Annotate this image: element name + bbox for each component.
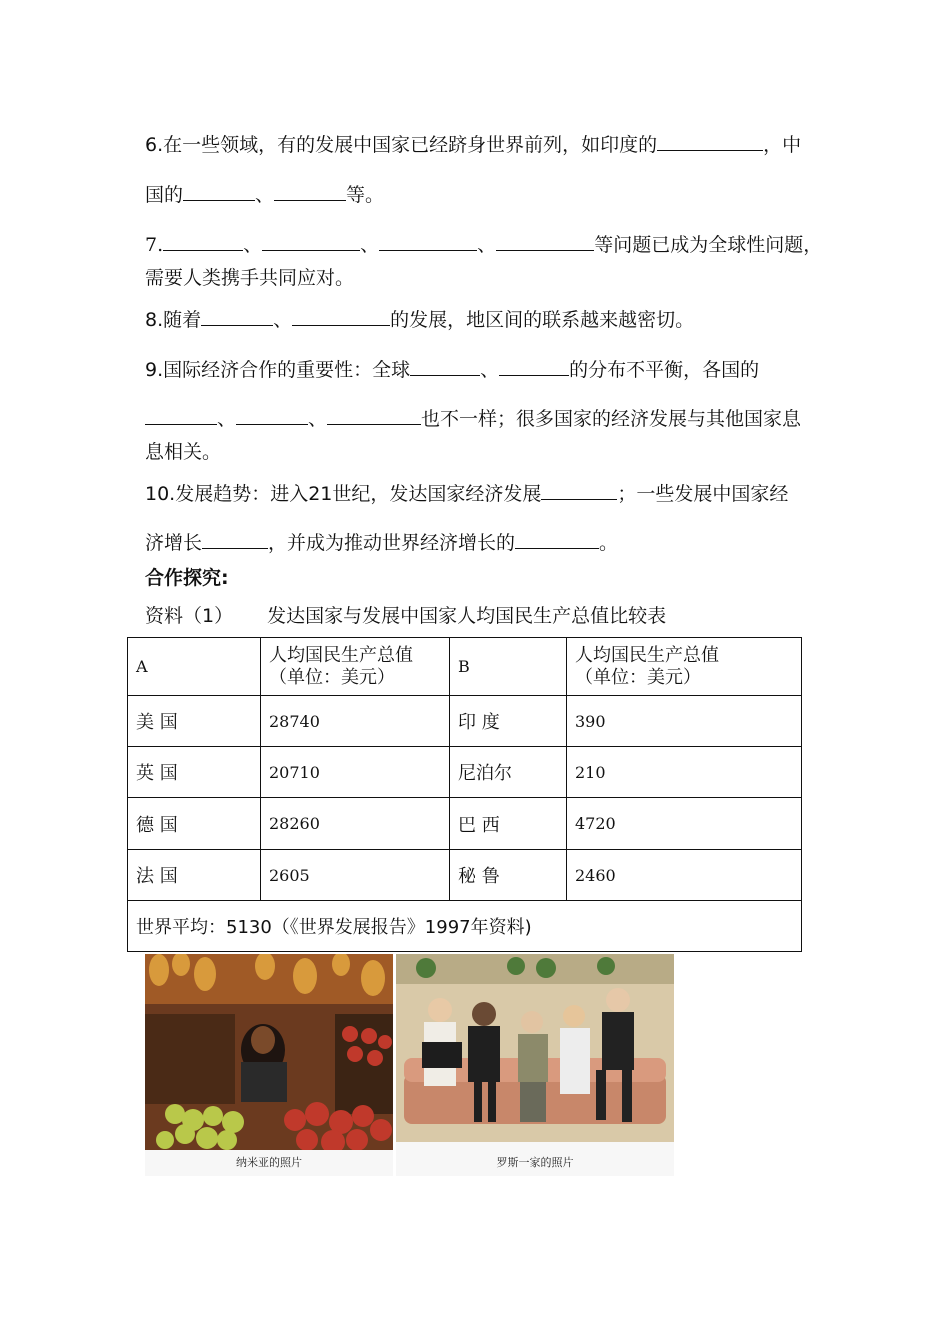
- q9-text-d: 、: [308, 408, 328, 430]
- q9-text-c: 的分布不平衡，各国的: [569, 359, 760, 381]
- photo-caption: 罗斯一家的照片: [496, 1156, 574, 1169]
- country-name: 德 国: [128, 798, 261, 850]
- table-row: [128, 798, 802, 850]
- q8-text-b: 、: [273, 309, 293, 331]
- q9-text-d: 、: [217, 408, 237, 430]
- question-7-line2: [145, 266, 354, 290]
- q9-text-f: 息相关。: [145, 441, 222, 463]
- q10-text-a: 10.发展趋势：进入21世纪，发达国家经济发展: [145, 483, 542, 505]
- q9-text-e: 也不一样；很多国家的经济发展与其他国家息: [421, 408, 802, 430]
- blank[interactable]: [163, 232, 243, 251]
- family-photo: [396, 954, 674, 1176]
- photo-caption: 纳米亚的照片: [236, 1156, 302, 1169]
- blank[interactable]: [541, 481, 617, 500]
- question-6-line2: [145, 182, 384, 207]
- blank[interactable]: [274, 182, 346, 201]
- table-footer: 世界平均：5130（《世界发展报告》1997年资料): [128, 901, 802, 952]
- value-header-line2: （单位：美元）: [269, 666, 395, 688]
- material-title: 发达国家与发展中国家人均国民生产总值比较表: [267, 605, 667, 627]
- blank[interactable]: [499, 357, 569, 376]
- blank[interactable]: [202, 530, 268, 549]
- family-illustration: [396, 954, 674, 1176]
- q6-text-e: 等。: [346, 184, 385, 206]
- material-caption: [145, 604, 666, 628]
- question-7-line1: [145, 232, 822, 257]
- question-9-line3: [145, 440, 221, 464]
- blank[interactable]: [410, 357, 480, 376]
- blank[interactable]: [145, 406, 217, 425]
- section-heading: 合作探究:: [145, 567, 229, 589]
- blank[interactable]: [657, 132, 763, 151]
- q9-text-b: 、: [480, 359, 500, 381]
- material-label: 资料（1）: [145, 605, 234, 627]
- q10-text-b: ；一些发展中国家经: [617, 483, 789, 505]
- q9-text-a: 9.国际经济合作的重要性：全球: [145, 359, 411, 381]
- q7-text-b: 等问题已成为全球性问题，: [594, 234, 823, 256]
- gnp-value: 28740: [261, 696, 450, 747]
- country-name: 秘 鲁: [450, 850, 567, 901]
- q6-text-a: 6.在一些领域，有的发展中国家已经跻身世界前列，如印度的: [145, 134, 658, 156]
- blank[interactable]: [201, 307, 273, 326]
- table-header-row: [128, 638, 802, 696]
- gnp-value: 20710: [261, 747, 450, 798]
- q10-text-c: 济增长: [145, 532, 203, 554]
- country-name: 尼泊尔: [450, 747, 567, 798]
- gnp-value: 2460: [567, 850, 802, 901]
- q7-text-c: 需要人类携手共同应对。: [145, 267, 355, 289]
- gnp-value: 2605: [261, 850, 450, 901]
- question-9-line2: [145, 406, 801, 431]
- col-b-header: B: [450, 638, 567, 696]
- col-a-header: A: [128, 638, 261, 696]
- q8-text-c: 的发展，地区间的联系越来越密切。: [390, 309, 695, 331]
- country-name: 法 国: [128, 850, 261, 901]
- gnp-comparison-table: [127, 637, 802, 952]
- q10-text-d: ，并成为推动世界经济增长的: [268, 532, 516, 554]
- value-header-line2: （单位：美元）: [575, 666, 701, 688]
- q7-sep: 、: [243, 234, 263, 256]
- table-footer-row: [128, 901, 802, 952]
- q7-sep: 、: [360, 234, 380, 256]
- value-header-line1: 人均国民生产总值: [575, 644, 719, 666]
- question-6-line1: [145, 132, 801, 157]
- question-10-line2: [145, 530, 618, 555]
- q10-text-e: 。: [599, 532, 619, 554]
- country-name: 印 度: [450, 696, 567, 747]
- value-header-line1: 人均国民生产总值: [269, 644, 413, 666]
- table-row: [128, 850, 802, 901]
- table-row: [128, 747, 802, 798]
- blank[interactable]: [183, 182, 255, 201]
- blank[interactable]: [379, 232, 477, 251]
- question-10-line1: [145, 481, 788, 506]
- q6-text-b: ，中: [763, 134, 802, 156]
- question-8: [145, 307, 694, 332]
- q6-text-d: 、: [255, 184, 275, 206]
- gnp-value: 390: [567, 696, 802, 747]
- blank[interactable]: [292, 307, 390, 326]
- country-name: 英 国: [128, 747, 261, 798]
- country-name: 巴 西: [450, 798, 567, 850]
- blank[interactable]: [515, 530, 599, 549]
- gnp-value: 210: [567, 747, 802, 798]
- market-photo: [145, 954, 393, 1176]
- question-9-line1: [145, 357, 759, 382]
- market-illustration: [145, 954, 393, 1176]
- blank[interactable]: [496, 232, 594, 251]
- blank[interactable]: [262, 232, 360, 251]
- gnp-value: 28260: [261, 798, 450, 850]
- gnp-value: 4720: [567, 798, 802, 850]
- q7-sep: 、: [477, 234, 497, 256]
- blank[interactable]: [327, 406, 421, 425]
- country-name: 美 国: [128, 696, 261, 747]
- value-header: [261, 638, 450, 696]
- table-row: [128, 696, 802, 747]
- blank[interactable]: [236, 406, 308, 425]
- q6-text-c: 国的: [145, 184, 184, 206]
- value-header: [567, 638, 802, 696]
- q8-text-a: 8.随着: [145, 309, 202, 331]
- q7-number: 7.: [145, 234, 164, 256]
